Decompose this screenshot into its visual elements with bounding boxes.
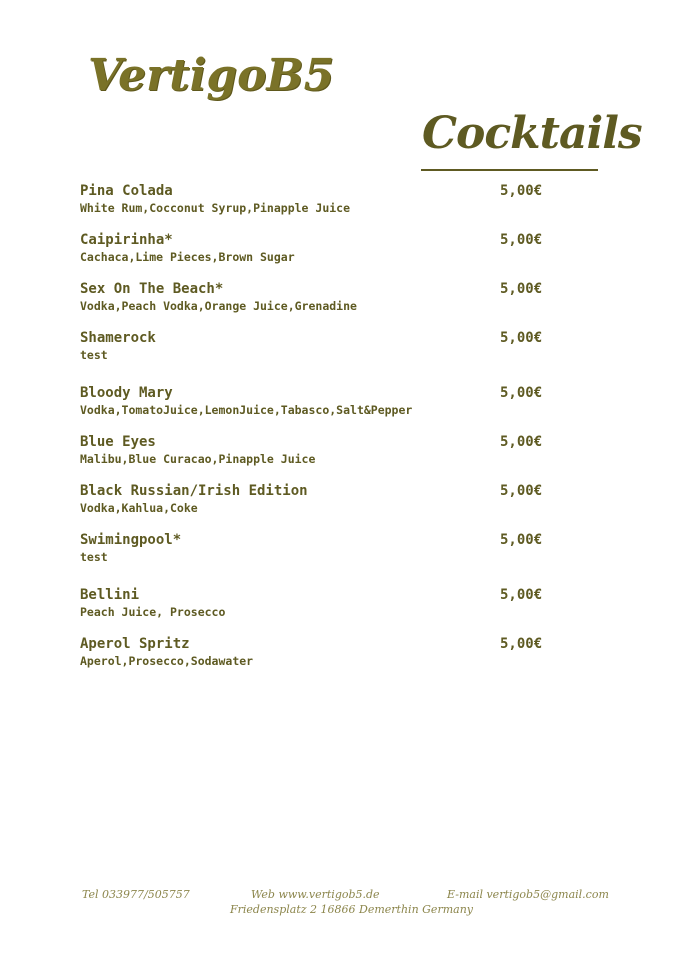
item-price: 5,00€ — [500, 330, 543, 346]
item-price: 5,00€ — [500, 636, 543, 652]
footer-tel: Tel 033977/505757 — [82, 888, 190, 901]
section-title: Cocktails — [422, 108, 642, 159]
menu-item — [80, 586, 560, 620]
item-description: Malibu,Blue Curacao,Pinapple Juice — [80, 452, 316, 466]
menu-item — [80, 531, 560, 565]
menu-item — [80, 482, 560, 516]
item-price: 5,00€ — [500, 183, 543, 199]
item-price: 5,00€ — [500, 434, 543, 450]
footer-web: Web www.vertigob5.de — [251, 888, 380, 901]
item-description: Peach Juice, Prosecco — [80, 605, 226, 619]
item-name: Pina Colada — [80, 183, 173, 199]
title-underline — [421, 169, 598, 171]
menu-item — [80, 182, 560, 216]
footer-email: E-mail vertigob5@gmail.com — [447, 888, 609, 901]
brand-logo: VertigoB5 — [88, 50, 335, 101]
item-price: 5,00€ — [500, 587, 543, 603]
item-price: 5,00€ — [500, 281, 543, 297]
item-description: Vodka,TomatoJuice,LemonJuice,Tabasco,Salt&Pepper — [80, 403, 413, 417]
item-name: Bellini — [80, 587, 140, 603]
item-name: Caipirinha* — [80, 232, 173, 248]
item-name: Swimingpool* — [80, 532, 182, 548]
item-price: 5,00€ — [500, 532, 543, 548]
item-name: Bloody Mary — [80, 385, 173, 401]
item-name: Sex On The Beach* — [80, 281, 224, 297]
item-price: 5,00€ — [500, 385, 543, 401]
menu-item — [80, 329, 560, 363]
cocktail-menu — [80, 182, 560, 669]
item-description: Vodka,Kahlua,Coke — [80, 501, 198, 515]
item-description: test — [80, 550, 108, 564]
item-description: Vodka,Peach Vodka,Orange Juice,Grenadine — [80, 299, 357, 313]
item-description: test — [80, 348, 108, 362]
menu-item — [80, 635, 560, 669]
item-description: White Rum,Cocconut Syrup,Pinapple Juice — [80, 201, 351, 215]
menu-item — [80, 280, 560, 314]
menu-item — [80, 433, 560, 467]
item-description: Aperol,Prosecco,Sodawater — [80, 654, 254, 668]
footer-address: Friedensplatz 2 16866 Demerthin Germany — [230, 903, 473, 916]
item-price: 5,00€ — [500, 232, 543, 248]
item-name: Aperol Spritz — [80, 636, 190, 652]
item-name: Blue Eyes — [80, 434, 156, 450]
item-price: 5,00€ — [500, 483, 543, 499]
item-name: Shamerock — [80, 330, 156, 346]
menu-item — [80, 384, 560, 418]
item-name: Black Russian/Irish Edition — [80, 483, 308, 499]
menu-item — [80, 231, 560, 265]
item-description: Cachaca,Lime Pieces,Brown Sugar — [80, 250, 295, 264]
